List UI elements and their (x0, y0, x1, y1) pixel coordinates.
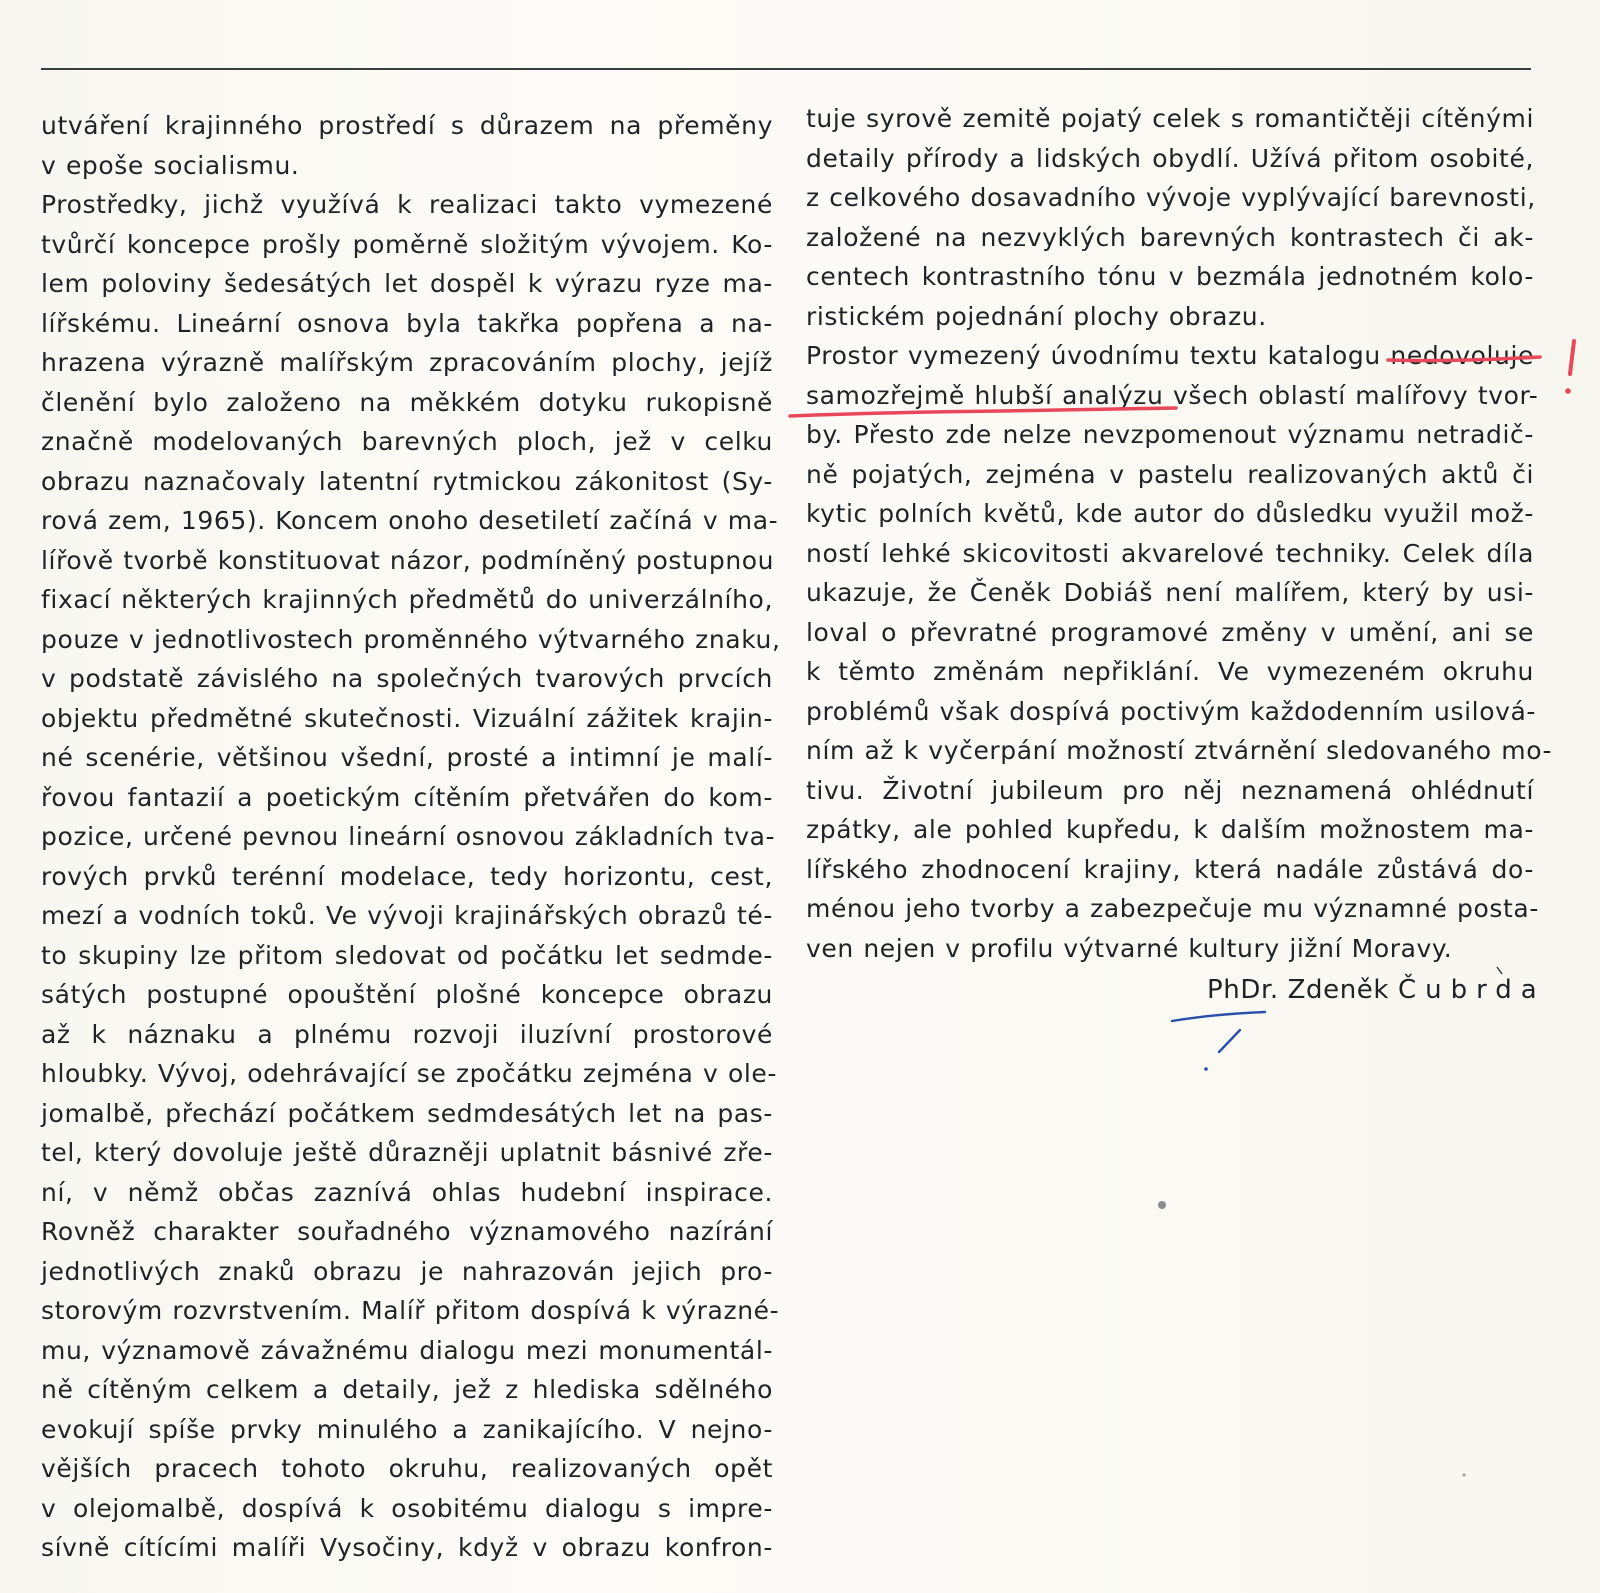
signature-surname: Čubrda (1397, 975, 1546, 1005)
text-line: značně modelovaných barevných ploch, jež v celku (41, 427, 773, 456)
signature-name: PhDr. Zdeněk (1207, 975, 1390, 1005)
blue-pen-stroke-diagonal (1219, 1030, 1240, 1052)
text-line: ménou jeho tvorby a zabezpečuje mu významné posta- (806, 894, 1539, 923)
text-line: pozice, určené pevnou lineární osnovou základních tva- (41, 822, 776, 851)
text-line: lířově tvorbě konstituovat názor, podmíněný postupnou (41, 545, 775, 575)
text-line: né scenérie, většinou všední, prosté a intimní je malí- (41, 743, 773, 772)
text-line: tvůrčí koncepce prošly poměrně složitým vývojem. Ko- (41, 229, 773, 259)
text-line: utváření krajinného prostředí s důrazem na přeměny (41, 111, 773, 140)
text-line: ností lehké skicovitosti akvarelové techniky. Celek díla (806, 538, 1534, 568)
text-line: pouze v jednotlivostech proměnného výtvarného znaku, (41, 624, 781, 654)
text-line: ně cítěným celkem a detaily, jež z hlediska sdělného (41, 1375, 773, 1404)
text-line: storovým rozvrstvením. Malíř přitom dospívá k výrazné- (41, 1296, 780, 1325)
text-line: mu, významově závažnému dialogu mezi monumentál- (41, 1335, 773, 1365)
paper-speck (1158, 1201, 1166, 1209)
text-line: samozřejmě hlubší analýzu všech oblastí malířovy tvor- (806, 380, 1539, 410)
text-line: lířského zhodnocení krajiny, která nadále zůstává do- (806, 854, 1534, 884)
text-line: obrazu naznačovaly latentní rytmickou zákonitost (Sy- (41, 466, 773, 496)
text-line: Prostor vymezený úvodnímu textu katalogu nedovoluje (806, 341, 1534, 370)
text-line: rových prvků terénní modelace, tedy horizontu, cest, (41, 861, 773, 891)
text-line: to skupiny lze přitom sledovat od počátku let sedmde- (41, 940, 773, 970)
text-line: centech kontrastního tónu v bezmála jednotném kolo- (806, 262, 1534, 291)
text-line: vějších pracech tohoto okruhu, realizovaných opět (41, 1454, 773, 1483)
top-rule (41, 68, 1531, 70)
author-signature (1207, 972, 1546, 1008)
text-line: ven nejen v profilu výtvarné kultury jižní Moravy. (806, 933, 1453, 963)
text-line: hloubky. Vývoj, odehrávající se zpočátku zejména v ole- (41, 1059, 777, 1088)
text-line: v epoše socialismu. (41, 150, 300, 180)
text-line: rová zem, 1965). Koncem onoho desetiletí začíná v ma- (41, 506, 779, 535)
blue-pen-dot (1204, 1067, 1208, 1071)
text-line: sívně cítícími malíři Vysočiny, když v obrazu konfron- (41, 1533, 773, 1562)
text-line: jomalbě, přechází počátkem sedmdesátých let na pas- (41, 1098, 773, 1128)
text-line: lířskému. Lineární osnova byla takřka popřena a na- (41, 308, 773, 338)
text-line: fixací některých krajinných předmětů do univerzálního, (41, 585, 773, 614)
left-text-column (41, 106, 781, 1568)
text-line: jednotlivých znaků obrazu je nahrazován jejich pro- (41, 1256, 773, 1286)
text-line: by. Přesto zde nelze nevzpomenout významu netradič- (806, 420, 1534, 449)
right-text-column (806, 99, 1553, 968)
text-line: lem poloviny šedesátých let dospěl k výrazu ryze ma- (41, 269, 773, 298)
text-line: zpátky, ale pohled kupředu, k dalším možnostem ma- (806, 815, 1534, 844)
text-line: tivu. Životní jubileum pro něj neznamená ohlédnutí (806, 775, 1534, 805)
text-line: ristickém pojednání plochy obrazu. (806, 301, 1267, 331)
text-line: tel, který dovoluje ještě důrazněji uplatnit básnivé zře- (41, 1138, 773, 1167)
text-line: problémů však dospívá poctivým každodenním usilová- (806, 696, 1537, 726)
text-line: řovou fantazií a poetickým cítěním přetvářen do kom- (41, 782, 773, 812)
text-line: v olejomalbě, dospívá k osobitému dialogu s impre- (41, 1493, 773, 1523)
text-line: evokují spíše prvky minulého a zanikajícího. V nejno- (41, 1414, 773, 1444)
text-line: hrazena výrazně malířským zpracováním plochy, jejíž (41, 348, 773, 377)
paper-speck (1463, 1474, 1466, 1477)
text-line: v podstatě závislého na společných tvarových prvcích (41, 664, 773, 693)
blue-pen-stroke-horizontal (1172, 1012, 1265, 1021)
text-line: založené na nezvyklých barevných kontrastech či ak- (806, 222, 1534, 252)
text-line: Rovněž charakter souřadného významového nazírání (41, 1217, 773, 1246)
text-line: ní, v němž občas zaznívá ohlas hudební inspirace. (41, 1177, 773, 1207)
text-line: ukazuje, že Čeněk Dobiáš není malířem, který by usi- (806, 578, 1534, 607)
text-line: mezí a vodních toků. Ve vývoji krajinářských obrazů té- (41, 901, 773, 930)
text-line: k těmto změnám nepřiklání. Ve vymezeném okruhu (806, 657, 1534, 686)
text-line: objektu předmětné skutečnosti. Vizuální zážitek krajin- (41, 703, 773, 733)
text-line: loval o převratné programové změny v umění, ani se (806, 617, 1534, 647)
text-line: Prostředky, jichž využívá k realizaci takto vymezené (41, 190, 773, 219)
text-line: ně pojatých, zejména v pastelu realizovaných aktů či (806, 459, 1534, 489)
text-line: sátých postupné opouštění plošné koncepce obrazu (41, 980, 773, 1009)
text-line: kytic polních květů, kde autor do důsledku využil mož- (806, 499, 1534, 528)
text-line: členění bylo založeno na měkkém dotyku rukopisně (41, 387, 773, 417)
text-line: detaily přírody a lidských obydlí. Užívá přitom osobité, (806, 143, 1534, 173)
text-line: ním až k vyčerpání možností ztvárnění sledovaného mo- (806, 736, 1553, 765)
text-line: z celkového dosavadního vývoje vyplývající barevnosti, (806, 183, 1536, 212)
exclamation-dot-icon (1565, 388, 1571, 394)
exclamation-mark-icon (1570, 341, 1574, 374)
text-line: až k náznaku a plnému rozvoji iluzívní prostorové (41, 1019, 773, 1049)
text-line: tuje syrově zemitě pojatý celek s romantičtěji cítěnými (806, 104, 1534, 133)
